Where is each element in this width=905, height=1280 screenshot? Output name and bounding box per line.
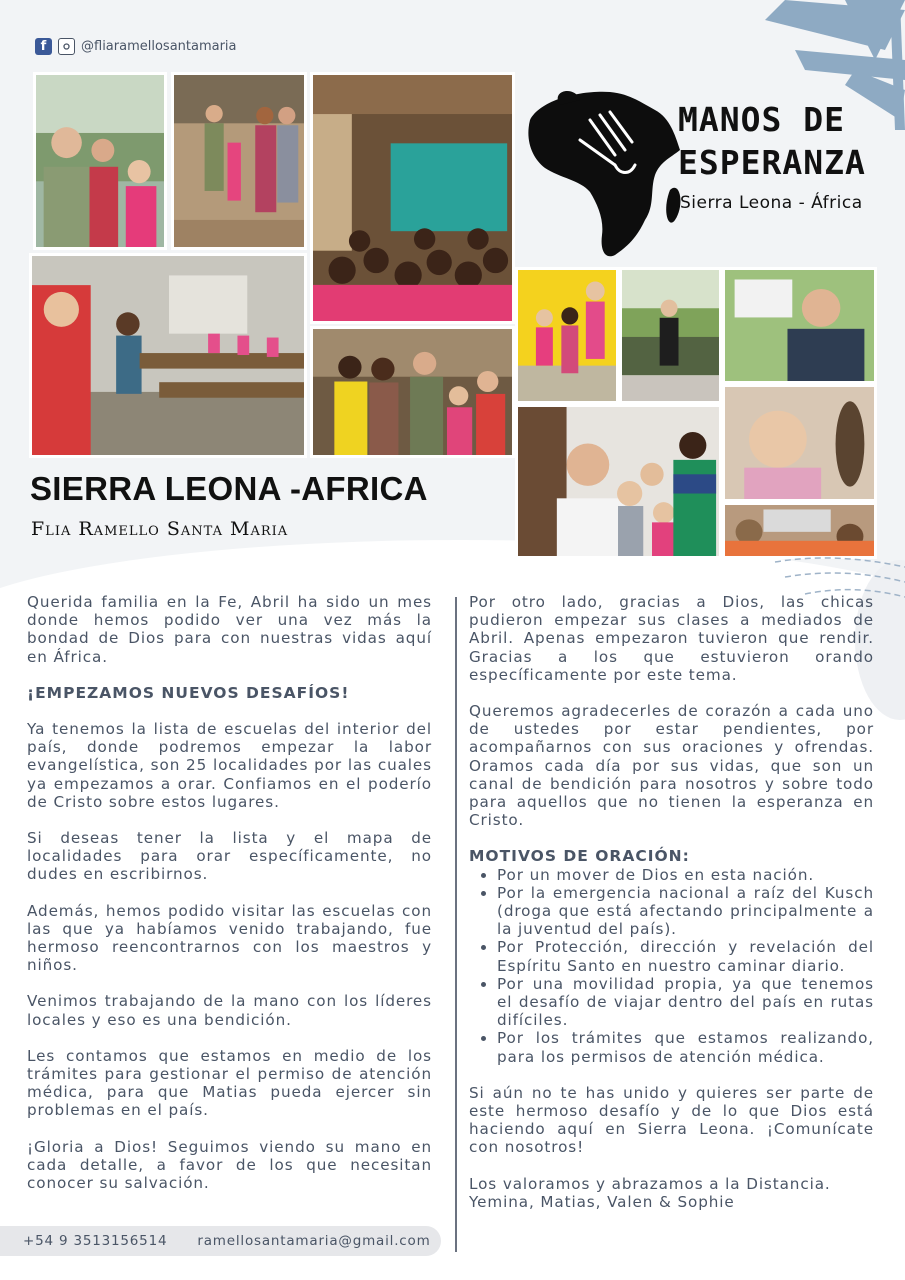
prayer-item: • Por una movilidad propia, ya que tenemos el desafío de viajar dentro del país en rutas difíciles. xyxy=(497,975,874,1030)
prayer-list xyxy=(469,866,874,1066)
photo-girl-balcony xyxy=(619,267,722,404)
photo-team-indoor xyxy=(310,326,515,458)
paragraph-map-request: Si deseas tener la lista y el mapa de localidades para orar específicamente, no dudes en escribirnos. xyxy=(27,829,432,884)
paragraph-join-us: Si aún no te has unido y quieres ser parte de este hermoso desafío y de lo que Dios está haciendo aquí en Sierra Leona. ¡Comunícate con nosotros! xyxy=(469,1083,874,1157)
page-title: SIERRA LEONA -AFRICA xyxy=(30,470,428,507)
phone-number[interactable]: +54 9 3513156514 xyxy=(23,1233,168,1249)
photo-kids-studying xyxy=(722,502,877,559)
social-links xyxy=(35,38,237,55)
social-handle[interactable]: @fliaramellosantamaria xyxy=(81,39,237,54)
prayer-item: • Por un mover de Dios en esta nación. xyxy=(497,866,874,884)
paragraph-girls-classes: Por otro lado, gracias a Dios, las chicas pudieron empezar sus clases a mediados de Abril. Apenas empezaron tuvieron que rendir. Gracias a los que estuvieron orando específicamente por este tema. xyxy=(469,593,874,684)
page-subtitle: Flia Ramello Santa Maria xyxy=(31,518,289,540)
closing-line: Los valoramos y abrazamos a la Distancia. xyxy=(469,1174,831,1193)
photo-girl-with-fish xyxy=(722,384,877,502)
instagram-icon[interactable] xyxy=(58,38,75,55)
intro-paragraph: Querida familia en la Fe, Abril ha sido un mes donde hemos podido ver una vez más la bondad de Dios para con nuestras vidas aquí en África. xyxy=(27,593,432,666)
photo-group-outdoor xyxy=(171,72,307,250)
signature-names: Yemina, Matias, Valen & Sophie xyxy=(469,1192,735,1211)
logo-title-line2: ESPERANZA xyxy=(678,143,866,182)
facebook-icon[interactable]: f xyxy=(35,38,52,55)
paragraph-local-leaders: Venimos trabajando de la mano con los líderes locales y eso es una bendición. xyxy=(27,992,432,1029)
logo-title-line1: MANOS DE xyxy=(678,100,845,139)
section-heading-prayer: MOTIVOS DE ORACIÓN: xyxy=(469,847,690,866)
photo-school-classroom xyxy=(29,253,307,458)
section-heading-challenges: ¡EMPEZAMOS NUEVOS DESAFÍOS! xyxy=(27,683,350,702)
photo-classroom-kids xyxy=(310,72,515,324)
column-divider xyxy=(455,597,457,1252)
paragraph-thanks: Queremos agradecerles de corazón a cada uno de ustedes por estar pendientes, por acompañarnos con sus oraciones y ofrendas. Oramos cada día por sus vidas, que son un canal de bendición para nosotros y sobre todo para aquellos que no tienen la esperanza en Cristo. xyxy=(469,702,874,830)
prayer-item: • Por los trámites que estamos realizando, para los permisos de atención médica. xyxy=(497,1029,874,1065)
photo-family-with-kids xyxy=(33,72,167,250)
paragraph-gloria: ¡Gloria a Dios! Seguimos viendo su mano en cada detalle, a favor de los que necesitan conocer su salvación. xyxy=(27,1137,432,1193)
prayer-item: • Por Protección, dirección y revelación del Espíritu Santo en nuestro caminar diario. xyxy=(497,938,874,974)
photo-girls-yellow-wall xyxy=(515,267,619,404)
left-column xyxy=(27,593,432,1210)
paragraph-schools-list: Ya tenemos la lista de escuelas del interior del país, donde podremos empezar la labor evangelística, son 25 localidades por las cuales ya empezamos a orar. Confiamos en el poderío de Cristo sobre estos lugares. xyxy=(27,720,432,811)
logo-subtitle: Sierra Leona - África xyxy=(680,193,863,213)
paragraph-medical-permit: Les contamos que estamos en medio de los trámites para gestionar el permiso de atención médica, para que Matias pueda ejercer sin problemas en el país. xyxy=(27,1046,432,1120)
right-column xyxy=(469,593,874,1211)
paragraph-school-visits: Además, hemos podido visitar las escuelas con las que ya habíamos venido trabajando, fue hermoso reencontrarnos con los maestros y niños. xyxy=(27,901,432,975)
photo-man-selfie-sign xyxy=(722,267,877,384)
prayer-item: • Por la emergencia nacional a raíz del Kusch (droga que está afectando principalmente a la juventud del país). xyxy=(497,884,874,939)
photo-group-selfie xyxy=(515,404,722,559)
logo-title xyxy=(678,98,866,184)
contact-footer xyxy=(0,1226,441,1256)
email-address[interactable]: ramellosantamaria@gmail.com xyxy=(197,1233,431,1249)
